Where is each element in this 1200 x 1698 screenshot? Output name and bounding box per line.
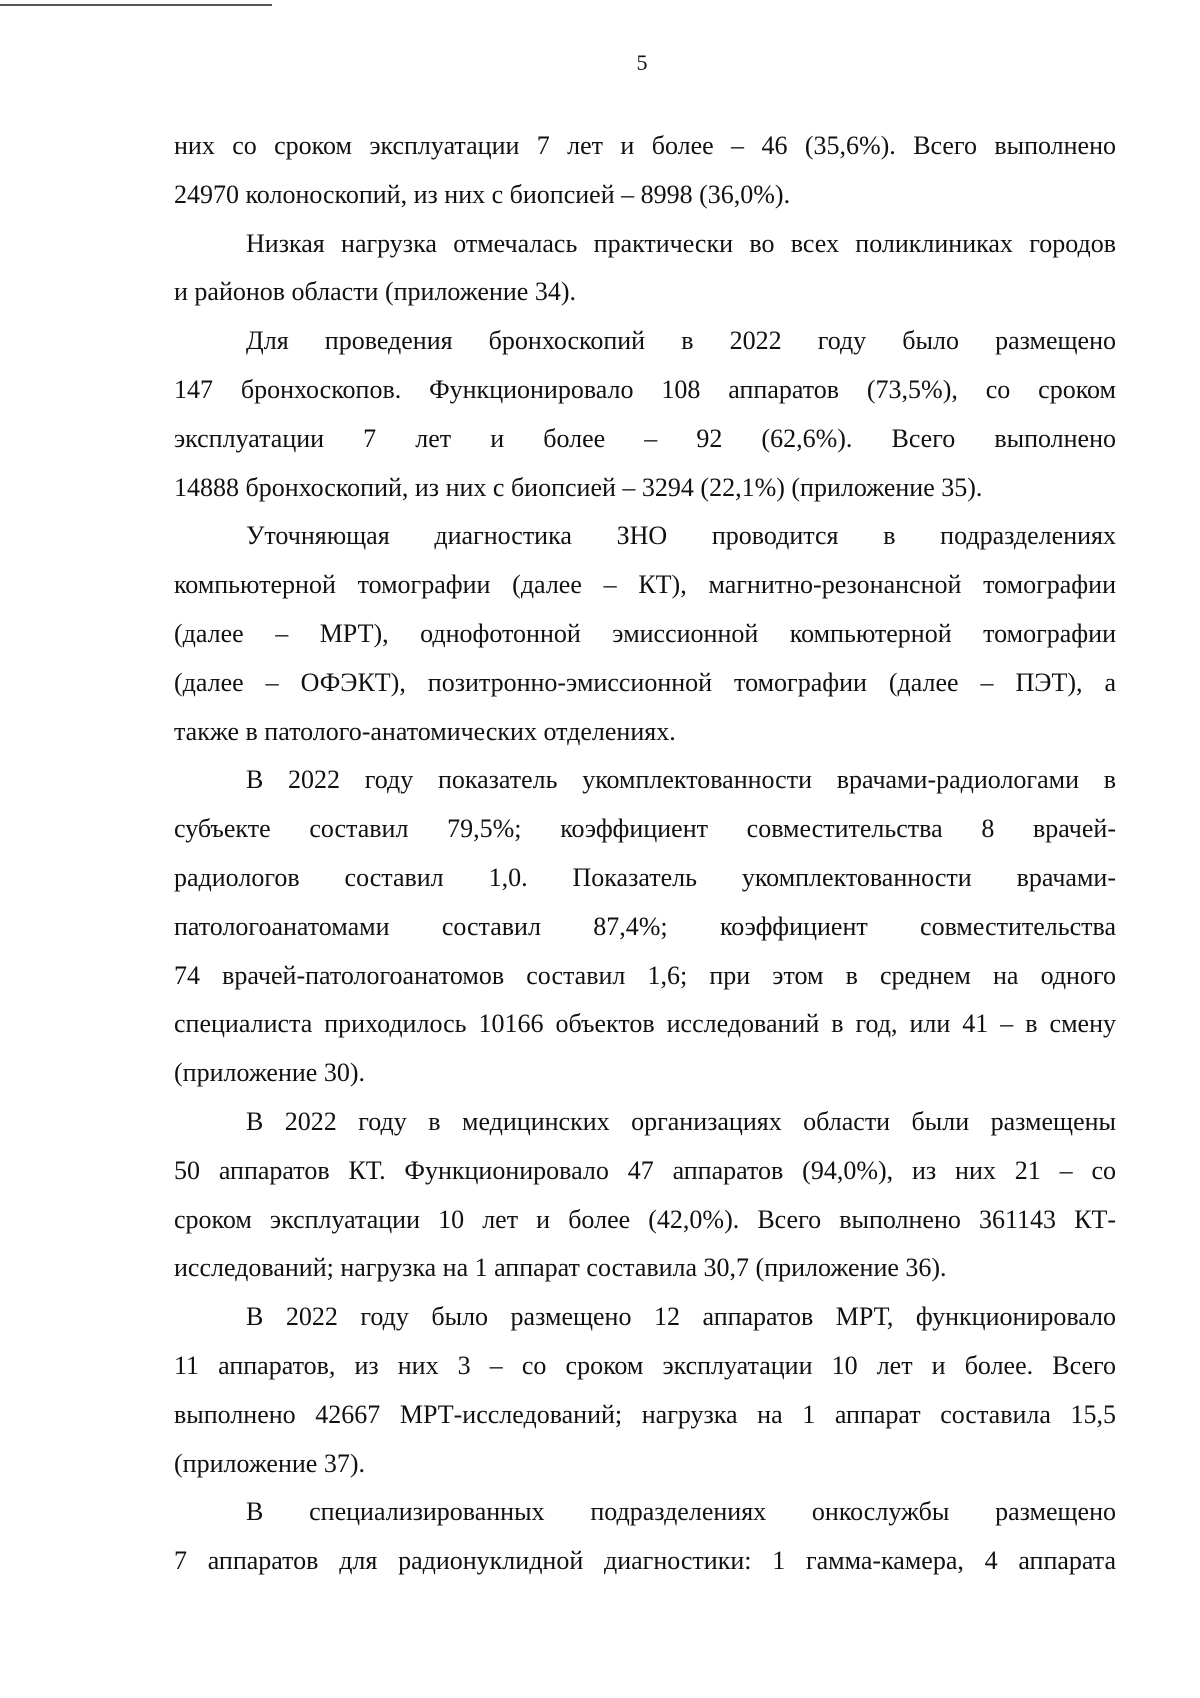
text-line: эксплуатации 7 лет и более – 92 (62,6%). Всего выполнено [174, 423, 1116, 453]
paragraph [174, 317, 1116, 512]
text-line: специалиста приходилось 10166 объектов исследований в год, или 41 – в смену [174, 1009, 1116, 1039]
text-line: 24970 колоноскопий, из них с биопсией – 8998 (36,0%). [174, 179, 791, 209]
text-line: В специализированных подразделениях онкослужбы размещено [246, 1497, 1116, 1527]
text-line: 14888 бронхоскопий, из них с биопсией – 3294 (22,1%) (приложение 35). [174, 472, 983, 502]
scan-artifact-line [0, 4, 272, 6]
text-line: 50 аппаратов КТ. Функционировало 47 аппаратов (94,0%), из них 21 – со [174, 1155, 1116, 1185]
text-line: них со сроком эксплуатации 7 лет и более – 46 (35,6%). Всего выполнено [174, 131, 1116, 160]
paragraph [174, 1293, 1116, 1488]
text-line: В 2022 году было размещено 12 аппаратов МРТ, функционировало [246, 1302, 1116, 1332]
text-line: патологоанатомами составил 87,4%; коэффициент совместительства [174, 911, 1116, 941]
paragraph [174, 122, 1116, 220]
document-body [174, 122, 1116, 1586]
text-line: исследований; нагрузка на 1 аппарат составила 30,7 (приложение 36). [174, 1253, 947, 1283]
text-line: (далее – МРТ), однофотонной эмиссионной компьютерной томографии [174, 618, 1116, 648]
paragraph [174, 220, 1116, 318]
text-line: В 2022 году в медицинских организациях области были размещены [246, 1106, 1116, 1136]
text-line: выполнено 42667 МРТ-исследований; нагрузка на 1 аппарат составила 15,5 [174, 1399, 1116, 1429]
text-line: 147 бронхоскопов. Функционировало 108 аппаратов (73,5%), со сроком [174, 374, 1116, 404]
text-line: 7 аппаратов для радионуклидной диагностики: 1 гамма-камера, 4 аппарата [174, 1546, 1116, 1576]
paragraph [174, 756, 1116, 1098]
text-line: Низкая нагрузка отмечалась практически во всех поликлиниках городов [246, 228, 1116, 258]
text-line: (далее – ОФЭКТ), позитронно-эмиссионной томографии (далее – ПЭТ), а [174, 667, 1116, 697]
text-line: Для проведения бронхоскопий в 2022 году было размещено [246, 326, 1116, 356]
text-line: 11 аппаратов, из них 3 – со сроком эксплуатации 10 лет и более. Всего [174, 1350, 1116, 1380]
page-number: 5 [636, 50, 648, 75]
text-line: субъекте составил 79,5%; коэффициент совместительства 8 врачей- [174, 814, 1116, 844]
text-line: (приложение 30). [174, 1058, 366, 1088]
text-line: (приложение 37). [174, 1448, 366, 1478]
text-line: В 2022 году показатель укомплектованности врачами-радиологами в [246, 765, 1116, 795]
text-line: также в патолого-анатомических отделениях. [174, 716, 676, 746]
paragraph [174, 1488, 1116, 1586]
text-line: компьютерной томографии (далее – КТ), магнитно-резонансной томографии [174, 570, 1116, 600]
paragraph [174, 1098, 1116, 1293]
paragraph [174, 512, 1116, 756]
text-line: и районов области (приложение 34). [174, 277, 576, 307]
text-line: 74 врачей-патологоанатомов составил 1,6; при этом в среднем на одного [174, 960, 1116, 990]
text-line: сроком эксплуатации 10 лет и более (42,0%). Всего выполнено 361143 КТ- [174, 1204, 1116, 1234]
text-line: Уточняющая диагностика ЗНО проводится в подразделениях [246, 521, 1116, 551]
text-line: радиологов составил 1,0. Показатель укомплектованности врачами- [174, 862, 1116, 892]
